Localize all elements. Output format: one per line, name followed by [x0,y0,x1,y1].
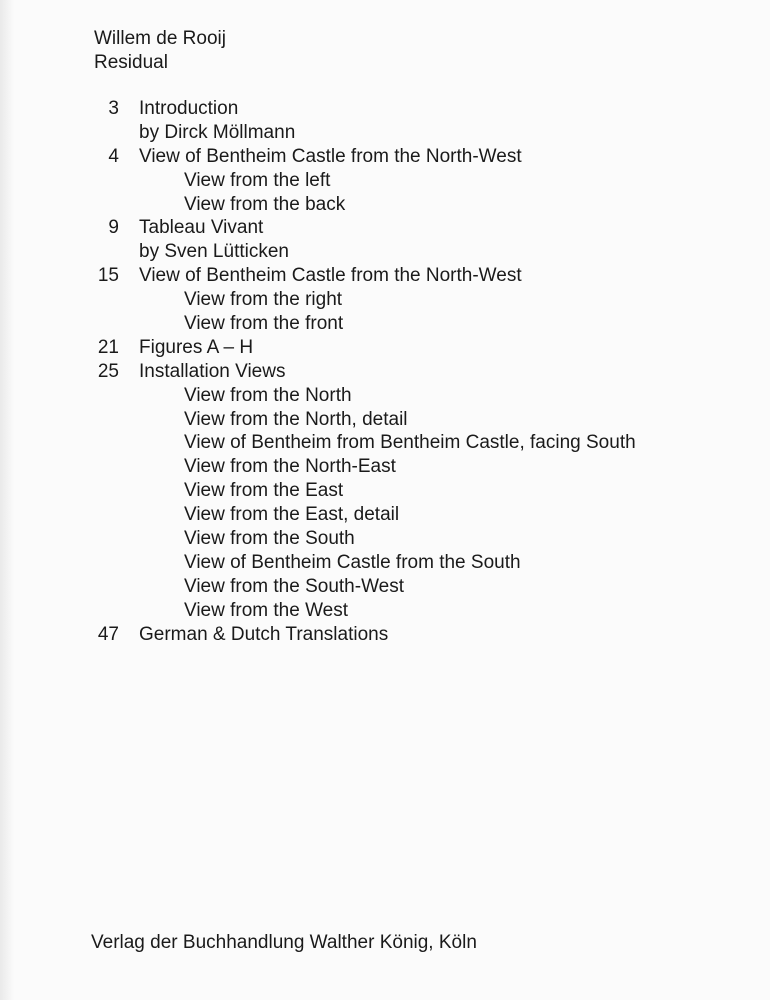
toc-entry-title: View from the left [184,169,331,191]
toc-entry [80,479,740,503]
toc-entry [80,193,740,217]
toc-page-number: 25 [97,360,119,382]
toc-entry-title: View of Bentheim Castle from the South [184,551,521,573]
toc-entry [80,97,740,121]
page-header [94,27,226,75]
toc-entry [80,145,740,169]
toc-entry [80,121,740,145]
toc-entry-title: View of Bentheim Castle from the North-West [139,145,522,167]
publisher-line: Verlag der Buchhandlung Walther König, Köln [91,932,477,953]
toc-entry-title: View from the East, detail [184,504,400,526]
toc-entry [80,264,740,288]
toc-entry [80,503,740,527]
toc-entry-title: View from the West [184,599,349,621]
toc-entry-title: German & Dutch Translations [139,623,389,645]
toc-entry [80,288,740,312]
toc-entry [80,527,740,551]
toc-entry [80,455,740,479]
toc-entry [80,551,740,575]
toc-entry [80,216,740,240]
toc-entry-title: View from the North [184,384,352,406]
toc-entry [80,431,740,455]
toc-page-number: 3 [108,98,119,119]
toc-entry-title: View from the North, detail [184,408,408,430]
toc-entry-title: by Sven Lütticken [139,241,289,263]
toc-entry-title: View from the North-East [184,456,396,478]
table-of-contents [80,97,740,646]
toc-entry-title: View from the front [184,313,344,335]
toc-entry [80,384,740,408]
toc-entry [80,623,740,647]
toc-page-number: 9 [108,217,119,239]
toc-entry [80,312,740,336]
author-name: Willem de Rooij [94,28,226,49]
toc-entry [80,360,740,384]
toc-entry-title: View of Bentheim Castle from the North-West [139,265,522,287]
toc-entry [80,575,740,599]
toc-entry-title: Installation Views [139,360,286,382]
book-title: Residual [94,52,168,73]
toc-entry [80,169,740,193]
toc-entry [80,599,740,623]
toc-entry [80,408,740,432]
toc-entry-title: View from the South [184,528,355,550]
toc-entry-title: Introduction [139,98,239,119]
toc-page-number: 47 [97,623,119,645]
toc-page-number: 15 [97,265,119,287]
toc-entry-title: View from the right [184,289,343,311]
toc-entry-title: View of Bentheim from Bentheim Castle, facing South [184,432,636,454]
toc-entry [80,336,740,360]
toc-entry-title: View from the South-West [184,575,405,597]
toc-page-number: 21 [97,336,119,358]
toc-entry-title: by Dirck Möllmann [139,121,296,143]
toc-entry-title: View from the back [184,193,346,215]
toc-entry [80,240,740,264]
toc-entry-title: Figures A – H [139,336,254,358]
toc-entry-title: Tableau Vivant [139,217,264,239]
toc-page-number: 4 [108,145,119,167]
page-edge-shadow [0,0,14,1000]
toc-entry-title: View from the East [184,480,344,502]
